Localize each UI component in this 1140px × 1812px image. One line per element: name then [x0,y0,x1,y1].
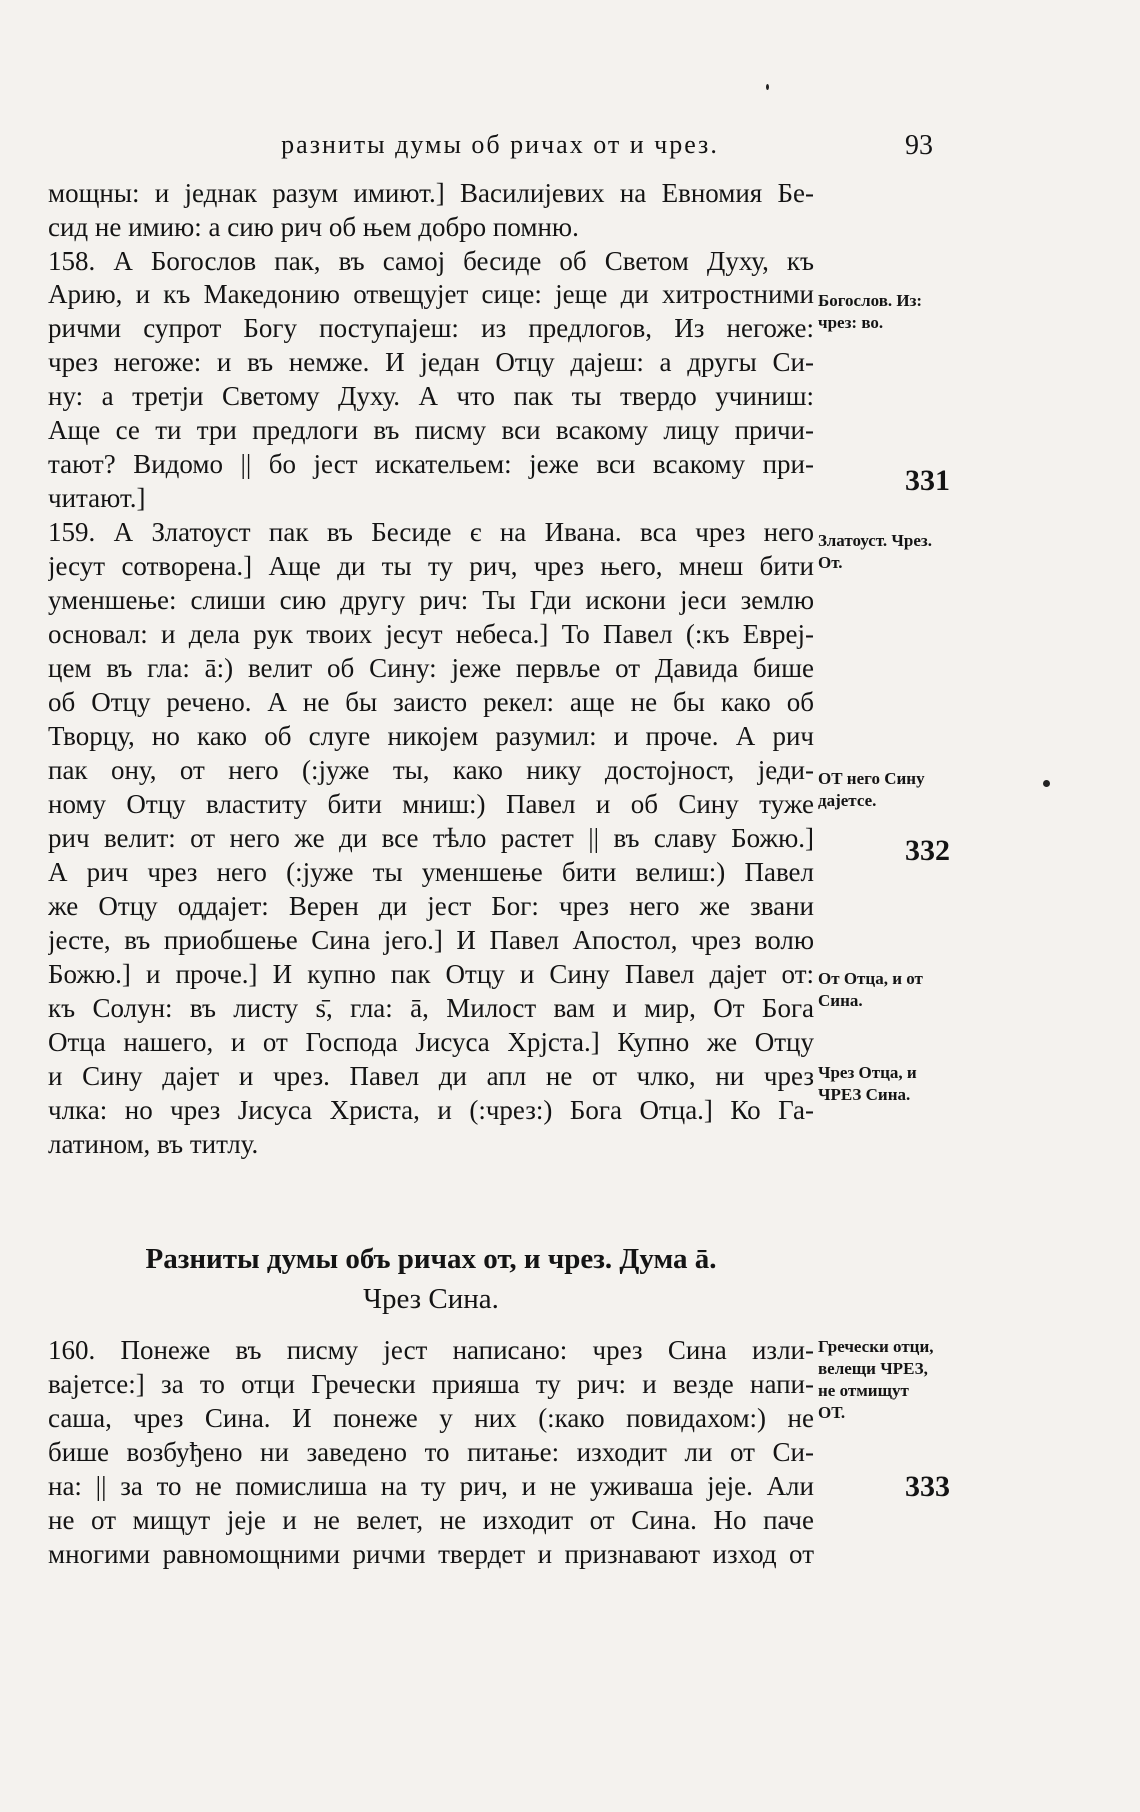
running-title: разниты думы об ричах от и чрез. [281,130,719,159]
page-number: 93 [905,130,933,161]
reference-number: 332 [905,834,950,867]
text-line: А рич чрез него (:јуже ты уменшење бити велиш:) Павел [48,857,814,887]
text-line: Арию, и къ Македонию отвещујет сице: јеще ди хитростними [48,279,814,309]
text-line: латином, въ титлу. [48,1129,259,1159]
text-line: основал: и дела рук твоих јесут небеса.] То Павел (:къ Евреј- [48,619,814,649]
text-line: пак ону, от него (:јуже ты, како нику достојност, једи- [48,755,814,785]
section-subheading: Чрез Сина. [363,1283,499,1315]
text-line: ну: а третји Светому Духу. А что пак ты твердо учиниш: [48,381,814,411]
margin-note: Гречески отци, велещи ЧРЕЗ, не отмищут ОТ. [818,1337,934,1422]
text-line: уменшење: слиши сию другу рич: Ты Гди искони јеси землю [48,585,814,615]
reference-number: 333 [905,1470,950,1503]
text-line: ному Отцу властиту бити мниш:) Павел и об Сину туже [48,789,814,819]
text-line: 158. А Богослов пак, въ самој бесиде об Светом Духу, къ [48,246,814,276]
margin-note: ОТ него Сину дајетсе. [818,769,925,810]
text-line: саша, чрез Сина. И понеже у них (:како повидахом:) не [48,1403,814,1433]
text-line: же Отцу оддајет: Верен ди јест Бог: чрез него же звани [48,891,814,921]
ink-speck [1043,780,1050,787]
reference-number: 331 [905,464,950,497]
text-line: рич велит: от него же ди все тѣло растет || въ славу Божю.] [48,823,814,853]
text-line: читают.] [48,483,146,513]
text-line: члка: но чрез Јисуса Христа, и (:чрез:) Бога Отца.] Ко Га- [48,1095,814,1125]
text-line: бише возбуђено ни заведено то питање: изходит ли от Си- [48,1437,814,1467]
text-line: об Отцу речено. А не бы заисто рекел: аще не бы како об [48,687,814,717]
text-line: 159. А Златоуст пак въ Бесиде є на Ивана. вса чрез него [48,517,814,547]
text-line: на: || за то не помислиша на ту рич, и не уживаша јеје. Али [48,1471,814,1501]
margin-note: Златоуст. Чрез. От. [818,531,932,572]
margin-note: Чрез Отца, и ЧРЕЗ Сина. [818,1063,917,1104]
text-line: сид не имию: а сию рич об њем добро помню. [48,212,579,242]
text-line: Божю.] и проче.] И купно пак Отцу и Сину Павел дајет от: [48,959,814,989]
text-line: тают? Видомо || бо јест искательем: јеже вси всакому при- [48,449,814,479]
text-line: Отца нашего, и от Господа Јисуса Хрјста.] Купно же Отцу [48,1027,814,1057]
text-line: ричми супрот Богу поступајеш: из предлогов, Из негоже: [48,313,814,343]
text-line: Творцу, но како об слуге никојем разумил: и проче. А рич [48,721,814,751]
page-header [0,130,1140,170]
text-line: јесте, въ приобшење Сина јего.] И Павел Апостол, чрез волю [48,925,814,955]
text-line: вајетсе:] за то отци Гречески прияша ту рич: и везде напи- [48,1369,814,1399]
text-line: не от мищут јеје и не велет, не изходит от Сина. Но паче [48,1505,814,1535]
margin-note: От Отца, и от Сина. [818,969,923,1010]
section-heading: Разниты думы объ ричах от, и чрез. Дума ā. [145,1243,717,1275]
text-line: Аще се ти три предлоги въ писму вси всакому лицу причи- [48,415,814,445]
text-line: чрез негоже: и въ немже. И један Отцу дајеш: а другы Си- [48,347,814,377]
text-line: и Сину дајет и чрез. Павел ди апл не от члко, ни чрез [48,1061,814,1091]
ink-speck [766,84,769,90]
margin-note: Богослов. Из: чрез: во. [818,291,923,332]
text-line: многими равномощними ричми твердет и признавают изход от [48,1539,814,1569]
text-line: 160. Понеже въ писму јест написано: чрез Сина изли- [48,1335,814,1365]
text-line: јесут сотворена.] Аще ди ты ту рич, чрез њего, мнеш бити [48,551,814,581]
text-line: цем въ гла: ā:) велит об Сину: јеже первље от Давида бише [48,653,814,683]
text-line: къ Солун: въ листу ѕ̄, гла: ā, Милост вам и мир, От Бога [48,993,814,1023]
text-line: мощны: и једнак разум имиют.] Василијевих на Евномия Бе- [48,178,814,208]
